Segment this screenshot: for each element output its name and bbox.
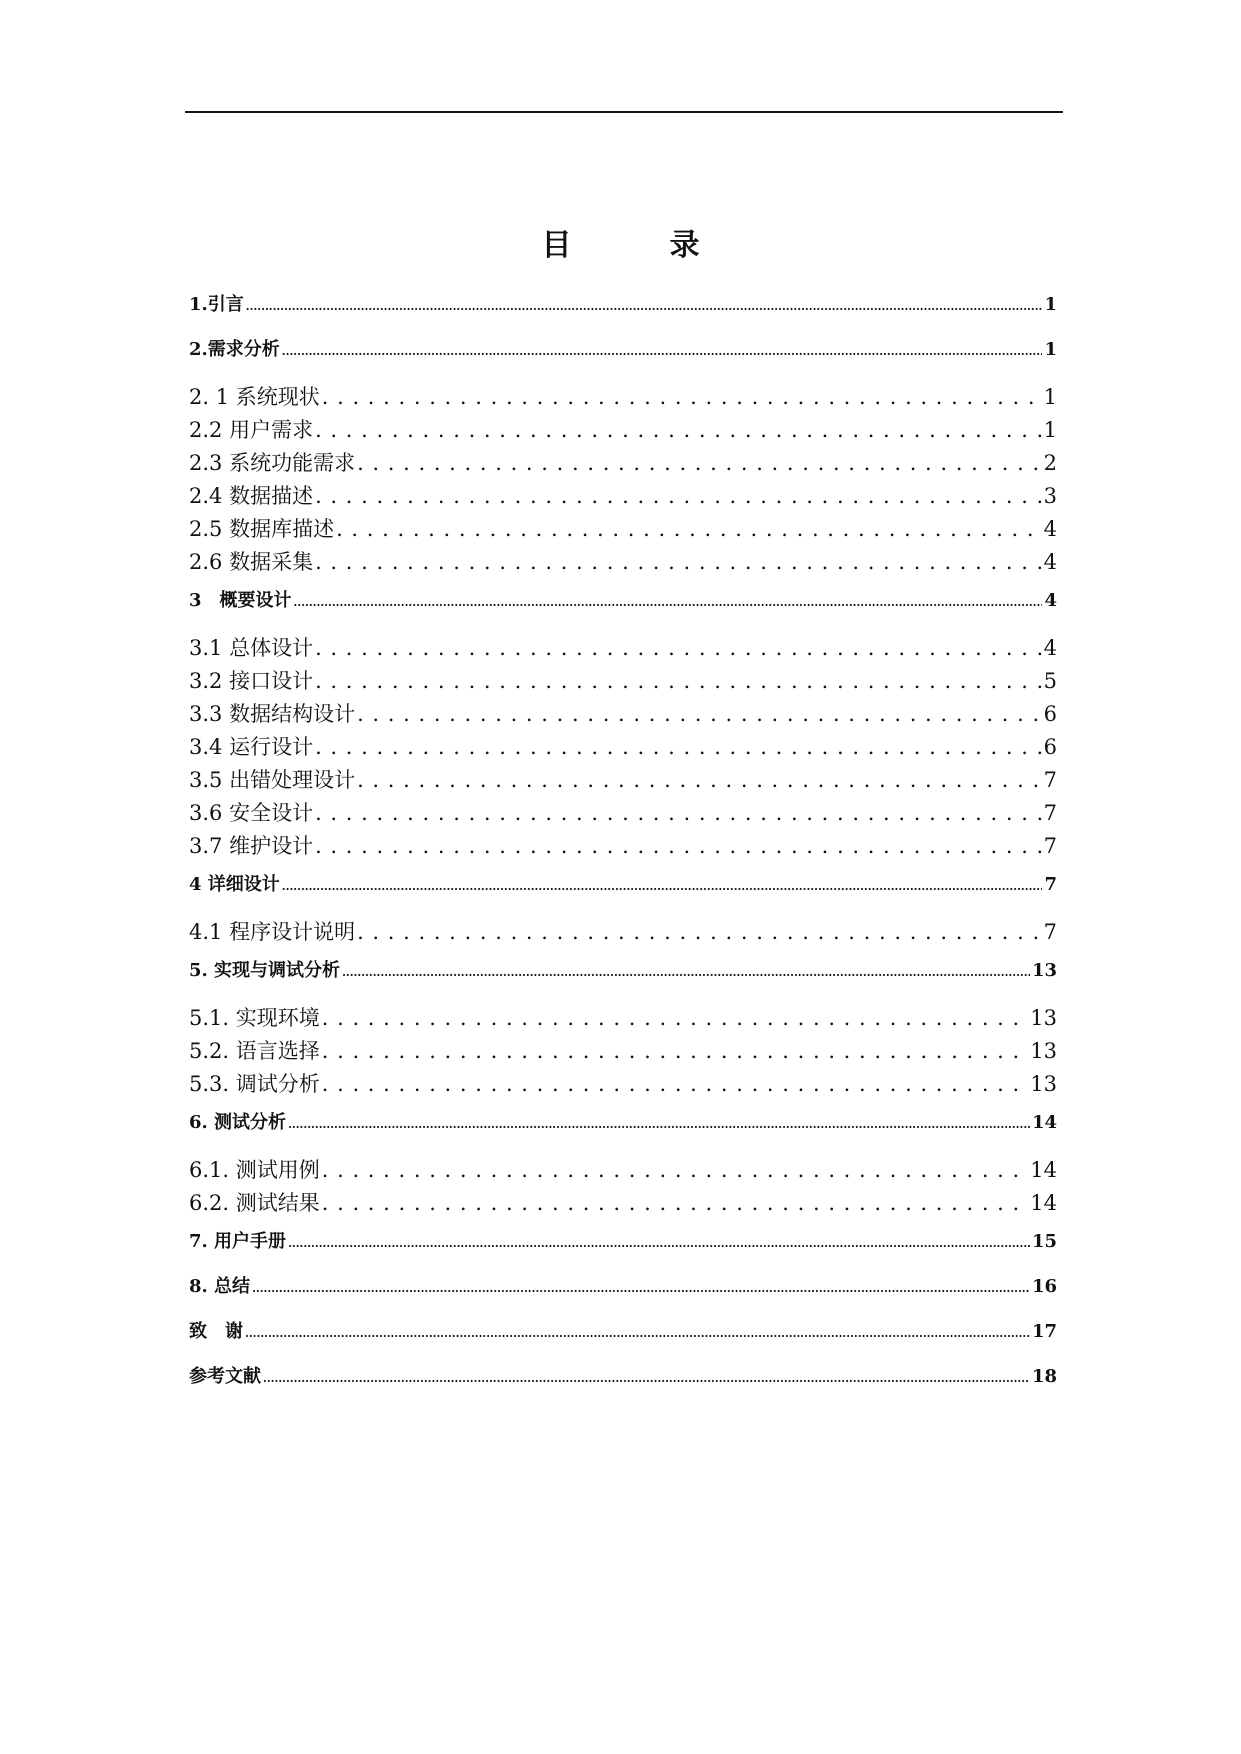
toc-entry[interactable] <box>189 1188 1057 1229</box>
toc-entry-page-number: 5 <box>1043 669 1057 693</box>
toc-entry-label: 2.需求分析 <box>189 339 280 360</box>
toc-entry[interactable] <box>189 448 1057 481</box>
toc-dot-leader <box>282 872 1043 900</box>
toc-entry-page-number: 15 <box>1031 1231 1057 1252</box>
toc-dot-leader <box>357 699 1042 729</box>
toc-entry-label: 2.6 数据采集 <box>189 550 314 574</box>
toc-entry[interactable] <box>189 1036 1057 1069</box>
toc-entry[interactable] <box>189 415 1057 448</box>
toc-entry-page-number: 4 <box>1043 550 1057 574</box>
toc-entry-label: 参考文献 <box>189 1366 261 1387</box>
toc-dot-leader <box>315 547 1042 577</box>
toc-entry[interactable] <box>189 292 1057 337</box>
toc-entry-page-number: 1 <box>1044 339 1057 360</box>
toc-dot-leader <box>336 514 1042 544</box>
toc-entry-label: 3 概要设计 <box>189 590 292 611</box>
toc-dot-leader <box>315 415 1042 445</box>
toc-entry-page-number: 14 <box>1030 1191 1057 1215</box>
toc-entry-label: 2.3 系统功能需求 <box>189 451 356 475</box>
toc-entry-label: 6.1. 测试用例 <box>189 1158 320 1182</box>
toc-dot-leader <box>315 732 1042 762</box>
toc-entry-label: 5.2. 语言选择 <box>189 1039 320 1063</box>
toc-dot-leader <box>357 765 1042 795</box>
toc-entry[interactable] <box>189 831 1057 872</box>
toc-entry-page-number: 4 <box>1044 590 1057 611</box>
toc-dot-leader <box>322 1036 1029 1066</box>
toc-entry[interactable] <box>189 872 1057 917</box>
toc-entry-page-number: 3 <box>1043 484 1057 508</box>
toc-entry[interactable] <box>189 1319 1057 1364</box>
toc-entry-label: 6. 测试分析 <box>189 1112 287 1133</box>
toc-entry-page-number: 2 <box>1043 451 1057 475</box>
toc-entry[interactable] <box>189 547 1057 588</box>
table-of-contents <box>189 292 1057 1409</box>
toc-dot-leader <box>288 1110 1030 1138</box>
toc-dot-leader <box>245 1319 1030 1347</box>
toc-entry-page-number: 18 <box>1031 1366 1057 1387</box>
toc-entry-label: 2.2 用户需求 <box>189 418 314 442</box>
toc-entry-label: 8. 总结 <box>189 1276 251 1297</box>
toc-entry-page-number: 16 <box>1031 1276 1057 1297</box>
toc-entry-page-number: 6 <box>1043 702 1057 726</box>
toc-dot-leader <box>315 831 1042 861</box>
toc-entry-label: 2.4 数据描述 <box>189 484 314 508</box>
toc-dot-leader <box>342 958 1030 986</box>
toc-entry[interactable] <box>189 588 1057 633</box>
toc-entry-label: 3.3 数据结构设计 <box>189 702 356 726</box>
toc-entry[interactable] <box>189 917 1057 958</box>
toc-entry-page-number: 4 <box>1043 517 1057 541</box>
toc-entry-page-number: 17 <box>1031 1321 1057 1342</box>
toc-entry-label: 3.7 维护设计 <box>189 834 314 858</box>
toc-entry-page-number: 14 <box>1031 1112 1057 1133</box>
toc-entry-page-number: 7 <box>1043 768 1057 792</box>
toc-entry-label: 5. 实现与调试分析 <box>189 960 341 981</box>
toc-entry-label: 2. 1 系统现状 <box>189 385 320 409</box>
header-rule <box>185 111 1063 113</box>
toc-entry[interactable] <box>189 514 1057 547</box>
toc-entry-label: 致 谢 <box>189 1321 243 1342</box>
toc-dot-leader <box>282 337 1043 365</box>
toc-entry[interactable] <box>189 1155 1057 1188</box>
toc-dot-leader <box>315 666 1042 696</box>
toc-dot-leader <box>252 1274 1030 1302</box>
toc-entry[interactable] <box>189 666 1057 699</box>
toc-dot-leader <box>322 1155 1029 1185</box>
toc-entry-page-number: 13 <box>1030 1006 1057 1030</box>
toc-entry-page-number: 7 <box>1043 920 1057 944</box>
toc-entry[interactable] <box>189 337 1057 382</box>
toc-entry-label: 1.引言 <box>189 294 244 315</box>
toc-entry-label: 6.2. 测试结果 <box>189 1191 320 1215</box>
toc-entry-label: 3.2 接口设计 <box>189 669 314 693</box>
toc-dot-leader <box>322 382 1042 412</box>
toc-entry-page-number: 1 <box>1043 385 1057 409</box>
toc-entry-page-number: 6 <box>1043 735 1057 759</box>
toc-entry[interactable] <box>189 633 1057 666</box>
toc-entry-page-number: 4 <box>1043 636 1057 660</box>
toc-entry-label: 3.5 出错处理设计 <box>189 768 356 792</box>
toc-entry-page-number: 13 <box>1030 1072 1057 1096</box>
toc-entry-page-number: 1 <box>1043 418 1057 442</box>
toc-dot-leader <box>322 1188 1029 1218</box>
toc-entry-page-number: 7 <box>1044 874 1057 895</box>
toc-entry[interactable] <box>189 382 1057 415</box>
toc-entry[interactable] <box>189 732 1057 765</box>
toc-entry-label: 5.3. 调试分析 <box>189 1072 320 1096</box>
toc-dot-leader <box>294 588 1043 616</box>
toc-entry[interactable] <box>189 481 1057 514</box>
toc-entry-label: 3.6 安全设计 <box>189 801 314 825</box>
toc-entry[interactable] <box>189 958 1057 1003</box>
toc-dot-leader <box>315 798 1042 828</box>
toc-entry[interactable] <box>189 1364 1057 1409</box>
toc-entry-page-number: 7 <box>1043 801 1057 825</box>
toc-entry-page-number: 1 <box>1044 294 1057 315</box>
toc-entry-label: 3.1 总体设计 <box>189 636 314 660</box>
toc-dot-leader <box>288 1229 1030 1257</box>
toc-entry-page-number: 13 <box>1031 960 1057 981</box>
toc-dot-leader <box>315 633 1042 663</box>
toc-entry-label: 5.1. 实现环境 <box>189 1006 320 1030</box>
toc-entry-label: 7. 用户手册 <box>189 1231 287 1252</box>
toc-entry[interactable] <box>189 1069 1057 1110</box>
toc-dot-leader <box>315 481 1042 511</box>
toc-entry-label: 4 详细设计 <box>189 874 280 895</box>
toc-entry[interactable] <box>189 765 1057 798</box>
toc-entry-label: 4.1 程序设计说明 <box>189 920 356 944</box>
toc-entry[interactable] <box>189 798 1057 831</box>
toc-entry-label: 3.4 运行设计 <box>189 735 314 759</box>
toc-dot-leader <box>263 1364 1030 1392</box>
toc-entry[interactable] <box>189 1110 1057 1155</box>
toc-dot-leader <box>322 1003 1029 1033</box>
toc-entry-page-number: 14 <box>1030 1158 1057 1182</box>
toc-entry-label: 2.5 数据库描述 <box>189 517 335 541</box>
toc-dot-leader <box>246 292 1043 320</box>
toc-entry[interactable] <box>189 1229 1057 1274</box>
toc-dot-leader <box>322 1069 1029 1099</box>
toc-dot-leader <box>357 448 1042 478</box>
toc-entry[interactable] <box>189 1274 1057 1319</box>
toc-entry[interactable] <box>189 1003 1057 1036</box>
page-title: 目 录 <box>541 228 734 263</box>
toc-entry[interactable] <box>189 699 1057 732</box>
toc-entry-page-number: 13 <box>1030 1039 1057 1063</box>
toc-dot-leader <box>357 917 1042 947</box>
toc-entry-page-number: 7 <box>1043 834 1057 858</box>
